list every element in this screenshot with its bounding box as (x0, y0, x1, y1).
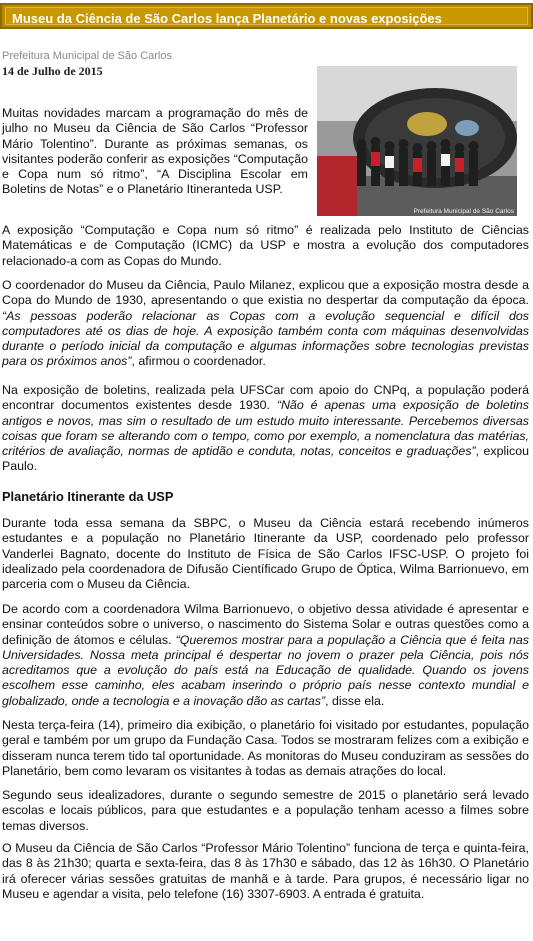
paragraph-text: De acordo com a coordenadora Wilma Barrionuevo, o objetivo dessa atividade é apresentar e ensinar conteúdos sobre o universo, o nascimento do Sistema Solar e outras questões como a definição de átomos e células. (2, 602, 529, 647)
paragraph-segundo-semestre: Segundo seus idealizadores, durante o segundo semestre de 2015 o planetário será levado escolas e locais públicos, para que estudantes e a população tenham acesso a filmes sobre temas diversos. (2, 788, 529, 833)
paragraph-planetario-sbpc: Durante toda essa semana da SBPC, o Museu da Ciência estará recebendo inúmeros estudantes e a população no Planetário Itinerante da USP, coordenado pelo professor Vanderlei Bagnato, docente do Instituto de Física de São Carlos IFSC-USP. O projeto foi idealizado pela coordenadora de Difusão Científicado Grupo de Óptica, Wilma Barrionuevo, em parceria com o Museu da Ciência. (2, 516, 529, 592)
quote-text: “As pessoas poderão relacionar as Copas com a evolução sequencial e difícil dos computadores até os dias de hoje. A exposição também conta com máquinas desenvolvidas durante o período inicial da computação e algumas informações sobre tecnologias previstas para os próximos anos” (2, 308, 529, 369)
header-inner-panel (5, 7, 528, 25)
paragraph-intro: Muitas novidades marcam a programação do mês de julho no Museu da Ciência de São Carlos “Professor Mário Tolentino”. Durante as próximas semanas, os visitantes poderão conferir as exposições “Computação e Copa num só ritmo”, “A Disciplina Escolar em Boletins de Notas” e o Planetário Itineranteda USP. (2, 106, 308, 197)
article-header-bar (0, 3, 533, 29)
paragraph-wilma (2, 602, 529, 709)
article-date: 14 de Julho de 2015 (2, 64, 103, 78)
paragraph-text: , explicou Paulo. (2, 444, 529, 474)
article-photo (317, 66, 517, 216)
paragraph-boletins (2, 383, 529, 475)
paragraph-text: , disse ela. (325, 693, 385, 708)
paragraph-coordenador (2, 278, 529, 370)
paragraph-text: Na exposição de boletins, realizada pela UFSCar com apoio do CNPq, a população poderá encontrar documentos existentes desde 1930. (2, 383, 529, 413)
paragraph-text: , afirmou o coordenador. (131, 354, 266, 369)
paragraph-terca-feira: Nesta terça-feira (14), primeiro dia exibição, o planetário foi visitado por estudantes, população geral e também por um grupo da Fundação Casa. Todos se mostraram felizes com a exibição e disseram nunca terem tido tal oportunidade. As monitoras do Museu conduziram as sessões do Planetário, bem como levaram os visitantes à todas as demais atrações do local. (2, 718, 529, 778)
photo-illustration (317, 66, 517, 216)
quote-text: “Queremos mostrar para a população a Ciência que é feita nas Universidades. Nossa meta principal é despertar no jovem o prazer pela Ciência, pois nós acreditamos que a evolução do país está na Educação de qualidade. Quando os jovens escolhem esse caminho, eles acabam inserindo o próprio país nesse contexto mundial e globalizado, onde a tecnologia e a inovação dão as cartas” (2, 632, 529, 708)
section-heading-planetario: Planetário Itinerante da USP (2, 489, 174, 504)
paragraph-computacao-copa: A exposição “Computação e Copa num só ritmo” é realizada pelo Instituto de Ciências Matemáticas e de Computação (ICMC) da USP e mostra a evolução dos computadores relacionado-a com as Copas do Mundo. (2, 223, 529, 268)
paragraph-horarios: O Museu da Ciência de São Carlos “Professor Mário Tolentino” funciona de terça e quinta-feira, das 8 às 21h30; quarta e sexta-feira, das 8 às 17h30 e sábado, das 12 às 16h30. O Planetário irá oferecer várias sessões gratuitas de manhã e à tarde. Para grupos, é necessário ligar no Museu e agendar a visita, pelo telefone (16) 3307-6903. A entrada é gratuita. (2, 841, 529, 901)
quote-text: “Não é apenas uma exposição de boletins antigos e novos, mas sim o resultado de um estudo muito interessante. Percebemos diversas coisas que foram se alterando com o tempo, como por exemplo, a nomenclatura das matérias, critérios de avaliação, normas de aptidão e conduta, notas, conceitos e graduações” (2, 398, 529, 459)
article-source: Prefeitura Municipal de São Carlos (2, 50, 172, 62)
photo-credit: Prefeitura Municipal de São Carlos (413, 208, 514, 215)
article-title: Museu da Ciência de São Carlos lança Planetário e novas exposições (12, 11, 442, 26)
paragraph-text: O coordenador do Museu da Ciência, Paulo Milanez, explicou que a exposição mostra desde a Copa do Mundo de 1930, apresentando o que existia no despertar da computação da época. (2, 278, 529, 308)
